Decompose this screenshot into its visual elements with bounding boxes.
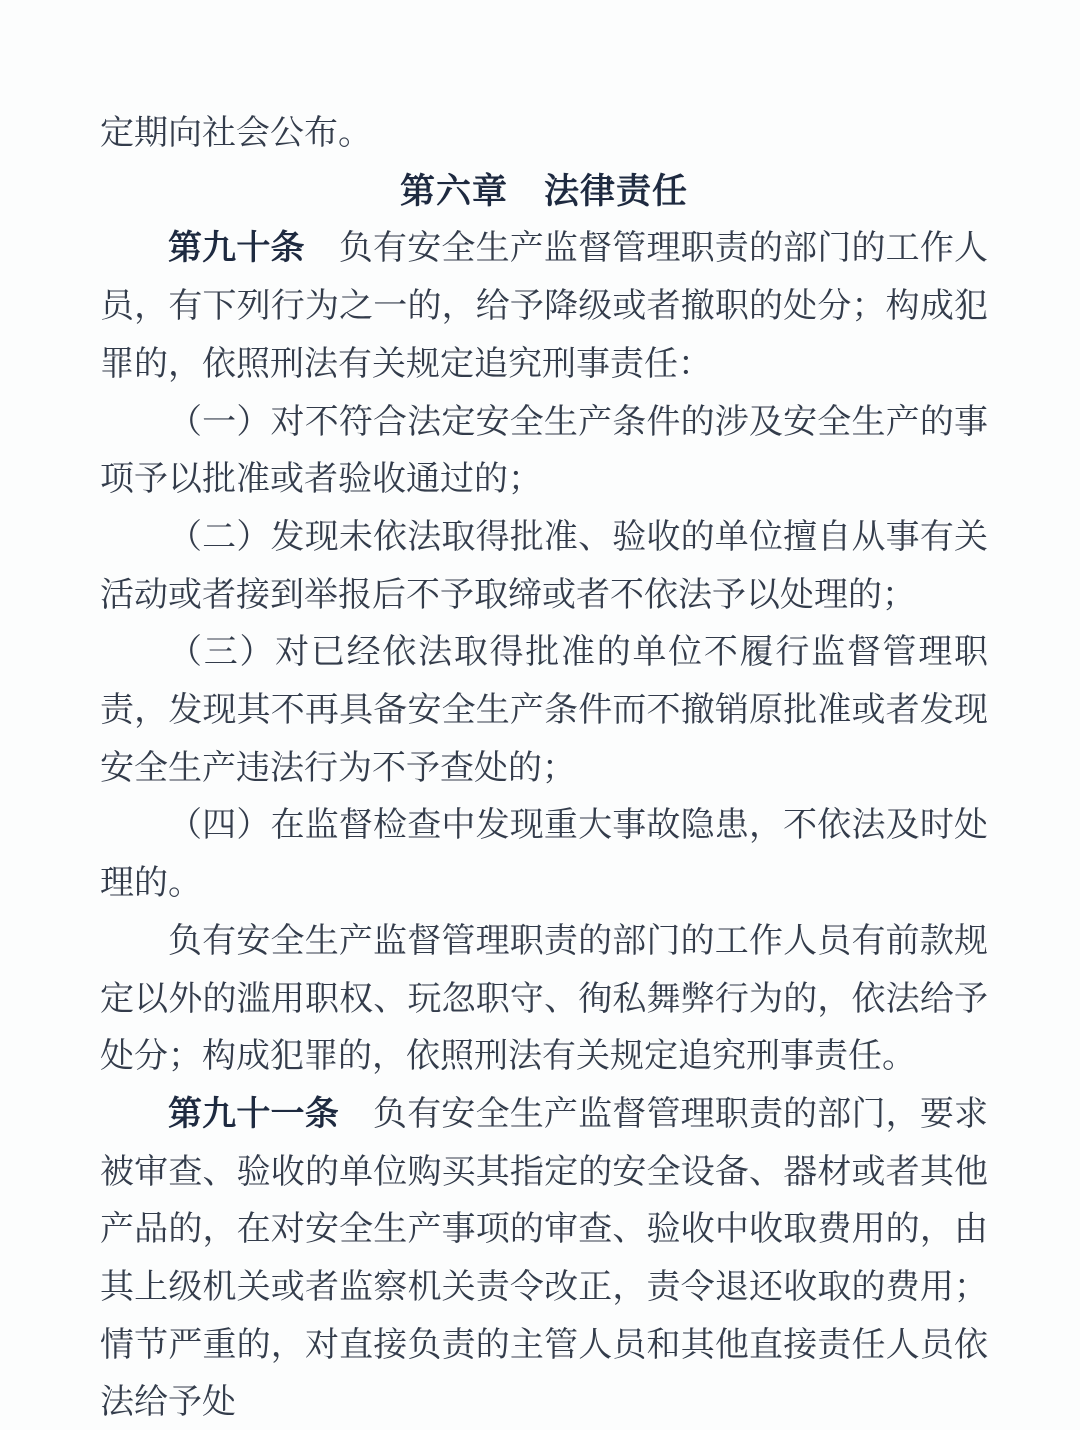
article-90-text: 负有安全生产监督管理职责的部门的工作人员，有下列行为之一的，给予降级或者撤职的处分；构成犯罪的，依照刑法有关规定追究刑事责任： [100,230,989,383]
article-90-second-clause-text: 负有安全生产监督管理职责的部门的工作人员有前款规定以外的滥用职权、玩忽职守、徇私舞弊行为的，依法给予处分；构成犯罪的，依照刑法有关规定追究刑事责任。 [100,922,988,1076]
continuation-line: 定期向社会公布。 [100,115,372,152]
document-text-block [100,105,988,1430]
item-2-paragraph [100,509,988,624]
article-90-paragraph [100,220,988,393]
item-3-paragraph [100,624,988,797]
item-1-paragraph [100,394,988,509]
chapter-heading: 第六章 法律责任 [399,171,688,211]
item-2-text: （二）发现未依法取得批准、验收的单位擅自从事有关活动或者接到举报后不予取缔或者不依法予以处理的； [100,518,988,614]
item-4-paragraph [100,797,988,912]
article-91-paragraph [100,1086,988,1430]
article-90-second-clause-paragraph [100,913,988,1086]
item-3-text: （三）对已经依法取得批准的单位不履行监督管理职责，发现其不再具备安全生产条件而不撤销原批准或者发现安全生产违法行为不予查处的； [100,634,988,787]
item-1-text: （一）对不符合法定安全生产条件的涉及安全生产的事项予以批准或者验收通过的； [100,403,988,499]
item-4-text: （四）在监督检查中发现重大事故隐患，不依法及时处理的。 [100,807,988,903]
article-91-number: 第九十一条 [168,1094,339,1133]
article-91-text: 负有安全生产监督管理职责的部门，要求被审查、验收的单位购买其指定的安全设备、器材或者其他产品的，在对安全生产事项的审查、验收中收取费用的，由其上级机关或者监察机关责令改正，责令退还收取的费用；情节严重的，对直接负责的主管人员和其他直接责任人员依法给予处 [100,1095,989,1422]
article-90-number: 第九十条 [168,229,305,268]
